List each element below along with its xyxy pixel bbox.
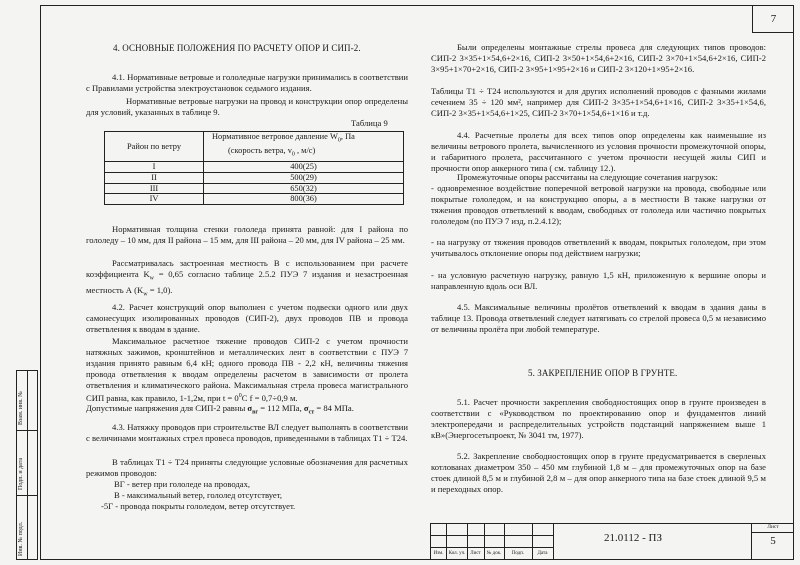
title-block-labels: [430, 549, 554, 559]
paragraph-terrain: Рассматривалась застроенная местность В с использованием при расчете коэффициента $K_w = 0,65$ согласно таблице 2.5.2 ПУЭ 7 издания и незастроенная местность А $(K_w = 1,0)$.: [86, 258, 408, 298]
stamp-col-label: № док.: [486, 551, 502, 556]
stamp-col-label: Кол. уч.: [448, 551, 466, 556]
sheet-number: 5: [770, 535, 776, 547]
load-item: - одновременное воздействие поперечной ветровой нагрузки на провода, свободные или покрытые гололедом, и на конструкцию опоры, а в местности В также нагрузки от тяжения проводов ответвлений к вводам, свободных от гололеда или частично покрытых гололедом (по ПУЭ 7 изд, п.2.4.12);: [431, 183, 766, 226]
table-row: [105, 183, 404, 194]
paragraph-5-1: 5.1. Расчет прочности закрепления свободностоящих опор в грунте произведен в соответствии с «Руководством по проектированию опор и фундаментов линий электропередачи и распределительных устройств подстанций напряжением выше 1 кВ»(Энергосетьпроект, № 3041 тм, 1977).: [431, 397, 766, 440]
sheet-box: [751, 523, 794, 560]
page-number-box: [752, 5, 794, 33]
table-cell-region: III: [105, 183, 204, 194]
stamp-col-label: Дата: [537, 551, 548, 556]
paragraph-4-2: 4.2. Расчет конструкций опор выполнен с учетом подвески одного или двух самонесущих изолированных проводов (СИП-2), двух проводов ПВ и провода ответвления к вводам в здание.: [86, 302, 408, 334]
table-cell-region: I: [105, 161, 204, 172]
stamp-col-label: Подп.: [511, 551, 525, 556]
paragraph-tables: Таблицы Т1 ÷ Т24 используются и для других исполнений проводов с фазными жилами сечением 35 ÷ 120 мм², например для СИП-2 3×35+1×54,6+1×16, СИП-2 3×35+1×54,6, СИП-2 3×35+1×54,6+1×25, СИП-2 3×70+1×54,6+1×16 и т.д.: [431, 86, 766, 118]
stamp-col-label: Изм.: [433, 551, 444, 556]
document-code: 21.0112 - ПЗ: [604, 532, 662, 544]
table-row: [105, 194, 404, 205]
paragraph-sag-types: Были определены монтажные стрелы провеса для следующих типов проводов: СИП-2 3×35+1×54,6+2×16, СИП-2 3×50+1×54,6+2×16, СИП-2 3×70+1×54,6+2×16, СИП-2 3×95+1×70+2×16, СИП-2 3×95+1×95+2×16 и СИП-2 3×120+1×95+2×16.: [431, 42, 766, 74]
section-4-heading: 4. ОСНОВНЫЕ ПОЛОЖЕНИЯ ПО РАСЧЕТУ ОПОР И СИП-2.: [113, 43, 361, 53]
table-header-pressure: Нормативное ветровое давление $W_0$, Па (скорость ветра, $v_0$ , м/с): [204, 132, 404, 162]
paragraph-ice: Нормативная толщина стенки гололеда принята равной: для I района по гололеду – 10 мм, для II района – 15 мм, для III района – 20 мм, для IV района – 25 мм.: [86, 224, 408, 245]
margin-label-replace: Взам. инв. №: [18, 391, 24, 425]
paragraph-4-4b: Промежуточные опоры рассчитаны на следующие сочетания нагрузок:: [457, 172, 718, 182]
stamp-col-label: Лист: [470, 551, 481, 556]
margin-divider: [27, 370, 28, 560]
table-9-caption: Таблица 9: [351, 118, 388, 128]
mode-item: В - максимальный ветер, гололед отсутствует,: [114, 490, 283, 500]
paragraph-4-2b: Максимальное расчетное тяжение проводов СИП-2 с учетом прочности натяжных зажимов, кронштейнов и металлических лент в соответствии с ПУЭ 7 издания принято равным 6,4 кН; одного провода ПВ - 2,2 кН, величины тяжения провода ответвления к вводам определены расчетом в зависимости от пролета ответвления и климатического района. Максимальная стрела провеса магистрального СИП равна, как правило, 1-1,2м, при $t = 0^0С$ f = 0,7÷0,9 м.: [86, 336, 408, 403]
table-header-region: Район по ветру: [105, 132, 204, 162]
paragraph-5-2: 5.2. Закрепление свободностоящих опор в грунте предусматривается в сверленых котлованах диаметром 350 – 450 мм глубиной 1,8 м – для промежуточных опор на базе стоек длиной 8,5 м и глубиной 2,8 м – для опор анкерного типа на базе стоек длиной 9,5 м и переходных опор.: [431, 451, 766, 494]
paragraph-4-5: 4.5. Максимальные величины пролётов ответвлений к вводам в здания даны в таблице 13. Провода ответвлений следует натягивать со стрелой провеса 0,5 м независимо от величины пролёта при любой температуре.: [431, 302, 766, 334]
paragraph-4-1: 4.1. Нормативные ветровые и гололедные нагрузки принимались в соответствии с Правилами устройства электроустановок седьмого издания.: [86, 72, 408, 93]
table-9: [104, 131, 404, 205]
table-cell-region: IV: [105, 194, 204, 205]
page-number: 7: [770, 13, 777, 25]
table-row: [105, 161, 404, 172]
table-cell-region: II: [105, 172, 204, 183]
mode-item: ВГ - ветер при гололеде на проводах,: [114, 479, 251, 489]
table-cell-value: 400(25): [204, 161, 404, 172]
load-item: - на условную расчетную нагрузку, равную 1,5 кН, приложенную к вершине опоры и направленную вдоль оси ВЛ.: [431, 270, 766, 291]
table-row: [105, 172, 404, 183]
section-5-heading: 5. ЗАКРЕПЛЕНИЕ ОПОР В ГРУНТЕ.: [528, 368, 678, 378]
table-cell-value: 650(32): [204, 183, 404, 194]
margin-label-inv: Инв. № подл.: [18, 521, 24, 556]
margin-label-sign: Подп. и дата: [18, 457, 24, 490]
paragraph-4-2c: Допустимые напряжения для СИП-2 равны $\sigma_{вг} = 112$ МПа, $\sigma_{ст} = 84$ МПа.: [86, 403, 354, 416]
table-header-row: [105, 132, 404, 162]
paragraph-4-1b: Нормативные ветровые нагрузки на провод и конструкции опор определены для условий, указанных в таблице 9.: [86, 96, 408, 117]
mode-item: -5Г - провода покрыты гололедом, ветер отсутствует.: [101, 501, 296, 511]
paragraph-4-4: 4.4. Расчетные пролеты для всех типов опор определены как наименьшие из величины ветрового пролета, вычисленного из условия прочности промежуточной опоры, и габаритного пролета, рассчитанного с учетом прочности несущей жилы СИП и прочности опор анкерного типа ( см. таблицу 12.).: [431, 130, 766, 173]
paragraph-4-3b: В таблицах Т1 ÷ Т24 приняты следующие условные обозначения для расчетных режимов проводов:: [86, 457, 408, 478]
load-item: - на нагрузку от тяжения проводов ответвлений к вводам, покрытых гололедом, при этом учитывалось отклонение опоры под действием нагрузки;: [431, 237, 766, 258]
sheet-label: Лист: [767, 524, 779, 530]
table-cell-value: 800(36): [204, 194, 404, 205]
table-cell-value: 500(29): [204, 172, 404, 183]
paragraph-4-3: 4.3. Натяжку проводов при строительстве ВЛ следует выполнять в соответствии с величинами монтажных стрел провеса проводов, приведенными в таблицах Т1 ÷ Т24.: [86, 422, 408, 443]
